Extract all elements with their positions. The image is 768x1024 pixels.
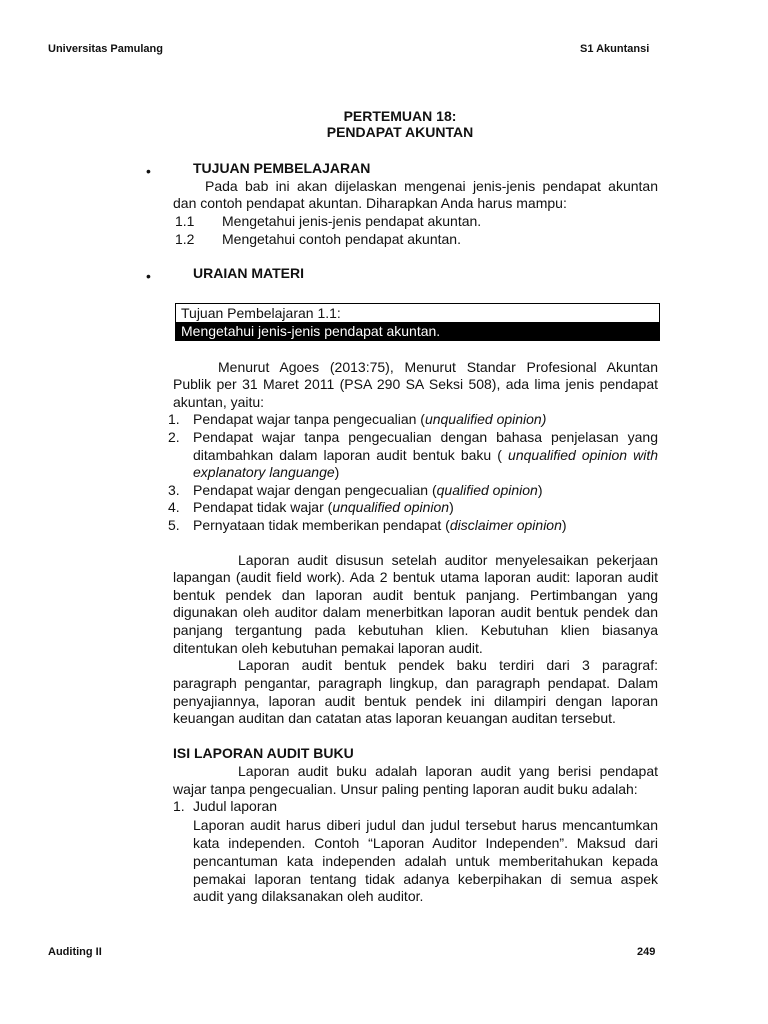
text-line: kata independen. Contoh “Laporan Auditor Independen”. Maksud dari: [193, 835, 658, 851]
list-num: 5.: [168, 517, 180, 533]
list-item-cont: explanatory languange): [193, 464, 340, 480]
text-line: wajar tanpa pengecualian. Unsur paling penting laporan audit buku adalah:: [173, 781, 638, 797]
text-line: akuntan, yaitu:: [173, 394, 265, 410]
section-heading-uraian: URAIAN MATERI: [193, 265, 304, 281]
text-line: dan contoh pendapat akuntan. Diharapkan Anda harus mampu:: [173, 195, 567, 211]
text-line: Laporan audit disusun setelah auditor menyelesaikan pekerjaan: [238, 552, 658, 568]
bullet-icon: •: [146, 163, 151, 179]
text-line: bentuk pendek dan laporan audit bentuk panjang. Pertimbangan yang: [173, 587, 658, 603]
list-num: 2.: [168, 429, 180, 445]
list-item-title: Judul laporan: [193, 798, 278, 814]
list-item: Mengetahui jenis-jenis pendapat akuntan.: [222, 213, 482, 229]
header-left: Universitas Pamulang: [48, 43, 163, 55]
header-right: S1 Akuntansi: [580, 43, 650, 55]
text-line: pencantuman kata independen adalah untuk memberitahukan kepada: [193, 853, 658, 869]
list-num: 4.: [168, 499, 180, 515]
list-num: 1.: [173, 798, 185, 814]
section-heading-tujuan: TUJUAN PEMBELAJARAN: [193, 160, 371, 176]
text-line: Menurut Agoes (2013:75), Menurut Standar Profesional Akuntan: [218, 359, 658, 375]
list-item: Pendapat wajar tanpa pengecualian (unqualified opinion): [193, 411, 547, 427]
text-line: paragraph pengantar, paragraph lingkup, dan paragraph pendapat. Dalam: [173, 675, 658, 691]
page-title: PERTEMUAN 18:: [343, 108, 457, 124]
text-line: penyajiannya, laporan audit bentuk pendek ini dilampiri dengan laporan: [173, 693, 658, 709]
text-line: Publik per 31 Maret 2011 (PSA 290 SA Seksi 508), ada lima jenis pendapat: [173, 376, 658, 392]
objective-text: Mengetahui jenis-jenis pendapat akuntan.: [176, 322, 659, 341]
section-heading-isi: ISI LAPORAN AUDIT BUKU: [173, 745, 354, 761]
footer-left: Auditing II: [48, 946, 102, 958]
list-item: Pendapat wajar tanpa pengecualian dengan bahasa penjelasan yang: [193, 429, 658, 445]
objective-box: [175, 303, 660, 341]
text-line: pemakai laporan tentang tidak adanya keberpihakan di semua aspek: [193, 871, 658, 887]
list-item: Pendapat tidak wajar (unqualified opinion): [193, 499, 454, 515]
list-num: 1.1: [175, 213, 195, 229]
objective-label: Tujuan Pembelajaran 1.1:: [181, 305, 341, 321]
list-num: 1.2: [175, 231, 195, 247]
list-item: Mengetahui contoh pendapat akuntan.: [222, 231, 461, 247]
text-line: digunakan oleh auditor dalam menerbitkan laporan audit bentuk pendek dan: [173, 604, 658, 620]
page-number: 249: [637, 946, 656, 958]
list-item-cont: ditambahkan dalam laporan audit bentuk baku ( unqualified opinion with: [193, 447, 658, 463]
text-line: ditentukan oleh kebutuhan pemakai laporan audit.: [173, 640, 483, 656]
bullet-icon: •: [146, 268, 151, 284]
text-line: lapangan (audit field work). Ada 2 bentuk utama laporan audit: laporan audit: [173, 569, 658, 585]
text-line: panjang tergantung pada kebutuhan klien. Kebutuhan klien biasanya: [173, 622, 658, 638]
list-item: Pendapat wajar dengan pengecualian (qualified opinion): [193, 482, 543, 498]
page-subtitle: PENDAPAT AKUNTAN: [326, 124, 474, 140]
text-line: keuangan auditan dan catatan atas laporan keuangan auditan tersebut.: [173, 710, 616, 726]
list-item: Pernyataan tidak memberikan pendapat (disclaimer opinion): [193, 517, 567, 533]
text-line: Laporan audit bentuk pendek baku terdiri dari 3 paragraf:: [238, 657, 658, 673]
text-line: Laporan audit buku adalah laporan audit yang berisi pendapat: [238, 763, 658, 779]
list-num: 3.: [168, 482, 180, 498]
text-line: audit yang dilaksanakan oleh auditor.: [193, 888, 424, 904]
text-line: Laporan audit harus diberi judul dan judul tersebut harus mencantumkan: [193, 817, 658, 833]
text-line: Pada bab ini akan dijelaskan mengenai jenis-jenis pendapat akuntan: [205, 178, 658, 194]
list-num: 1.: [168, 411, 180, 427]
